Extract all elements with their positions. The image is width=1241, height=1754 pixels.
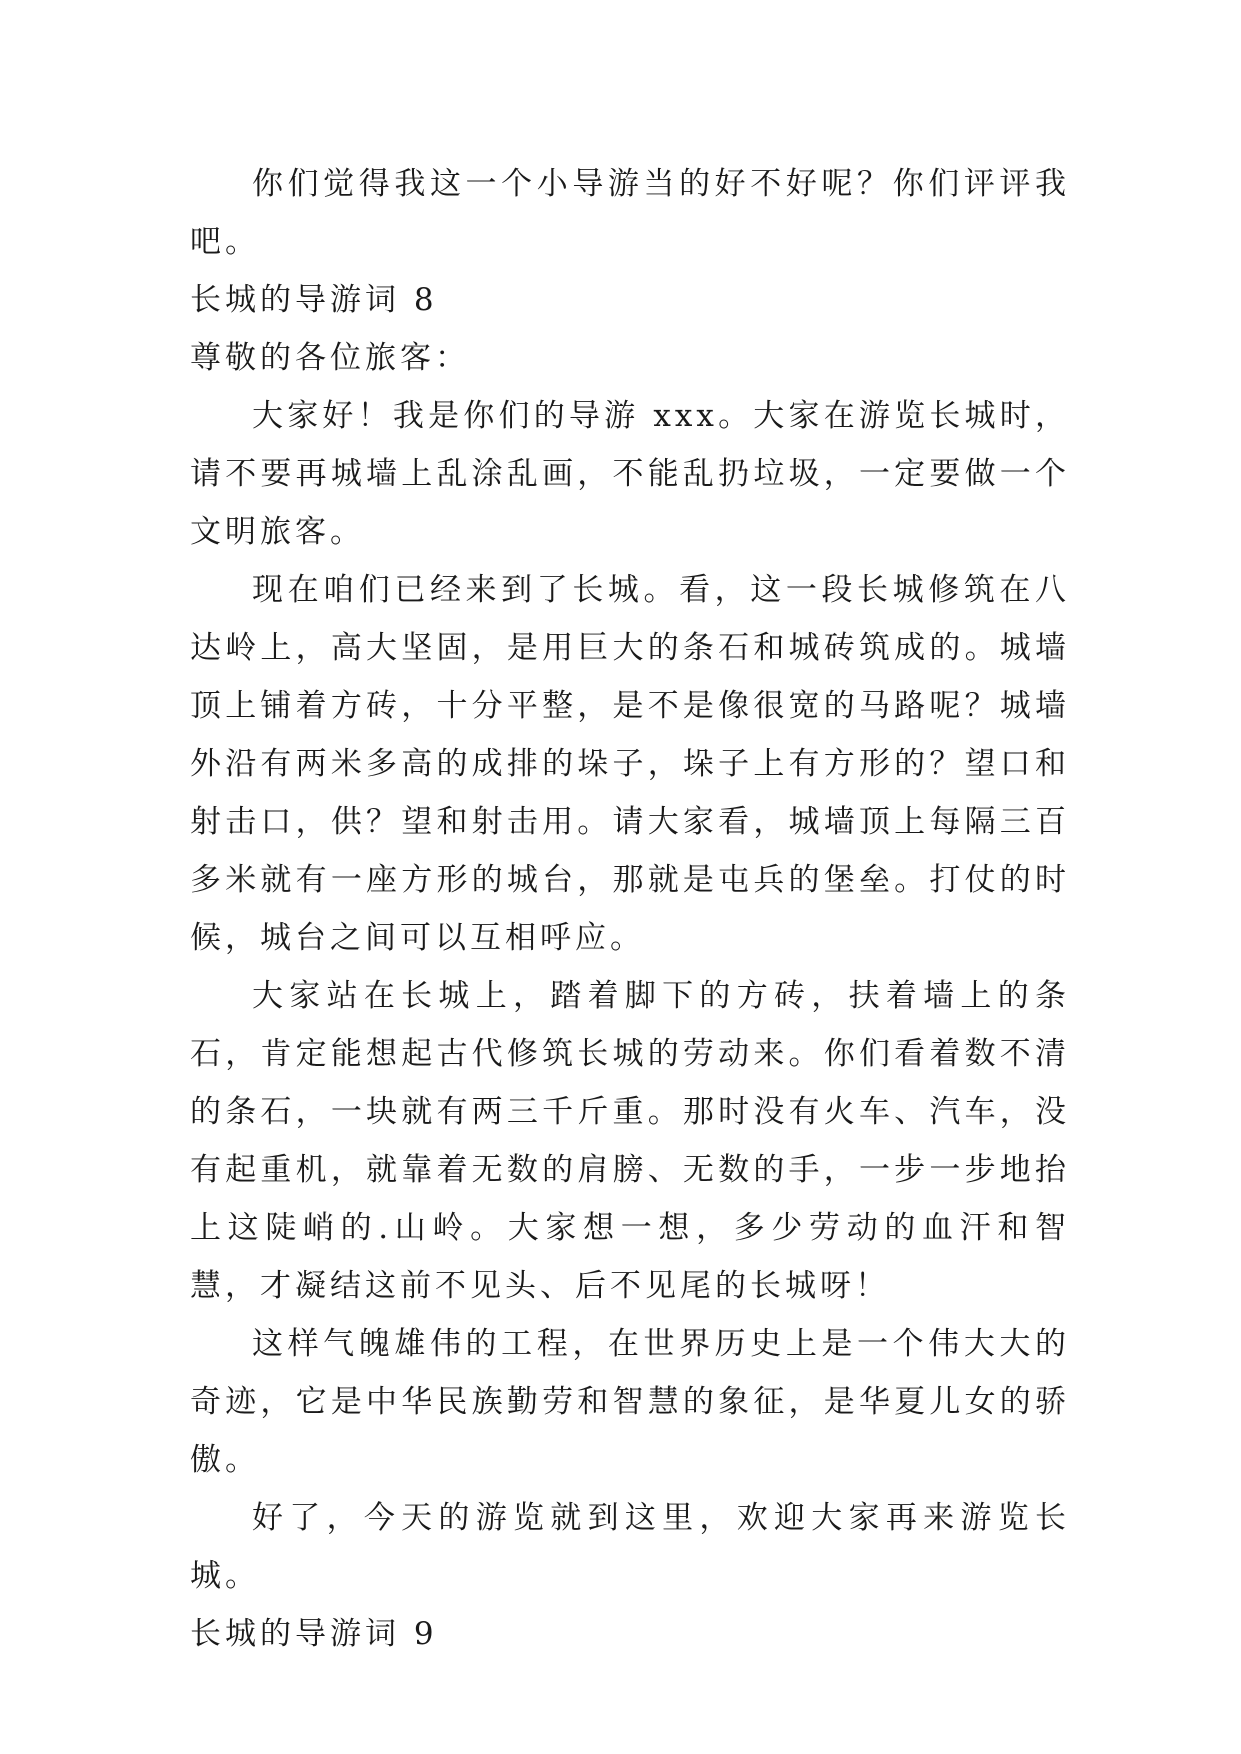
paragraph-closing-question: 你们觉得我这一个小导游当的好不好呢？你们评评我吧。 <box>190 166 1070 260</box>
salutation: 尊敬的各位旅客： <box>190 340 470 376</box>
paragraph-farewell: 好了，今天的游览就到这里，欢迎大家再来游览长城。 <box>190 1500 1070 1594</box>
document-body <box>190 155 1070 1663</box>
paragraph-greeting: 大家好！我是你们的导游 xxx。大家在游览长城时，请不要再城墙上乱涂乱画，不能乱扔垃圾，一定要做一个文明旅客。 <box>190 398 1070 550</box>
section-heading-8: 长城的导游词 8 <box>190 282 438 318</box>
paragraph-labor: 大家站在长城上，踏着脚下的方砖，扶着墙上的条石，肯定能想起古代修筑长城的劳动来。你们看着数不清的条石，一块就有两三千斤重。那时没有火车、汽车，没有起重机，就靠着无数的肩膀、无数的手，一步一步地抬上这陡峭的.山岭。大家想一想，多少劳动的血汗和智慧，才凝结这前不见头、后不见尾的长城呀！ <box>190 978 1070 1304</box>
paragraph-wonder: 这样气魄雄伟的工程，在世界历史上是一个伟大大的奇迹，它是中华民族勤劳和智慧的象征，是华夏儿女的骄傲。 <box>190 1326 1070 1478</box>
section-heading-9: 长城的导游词 9 <box>190 1616 438 1652</box>
paragraph-badaling: 现在咱们已经来到了长城。看，这一段长城修筑在八达岭上，高大坚固，是用巨大的条石和城砖筑成的。城墙顶上铺着方砖，十分平整，是不是像很宽的马路呢？城墙外沿有两米多高的成排的垛子，垛子上有方形的？望口和射击口，供？望和射击用。请大家看，城墙顶上每隔三百多米就有一座方形的城台，那就是屯兵的堡垒。打仗的时候，城台之间可以互相呼应。 <box>190 572 1070 956</box>
